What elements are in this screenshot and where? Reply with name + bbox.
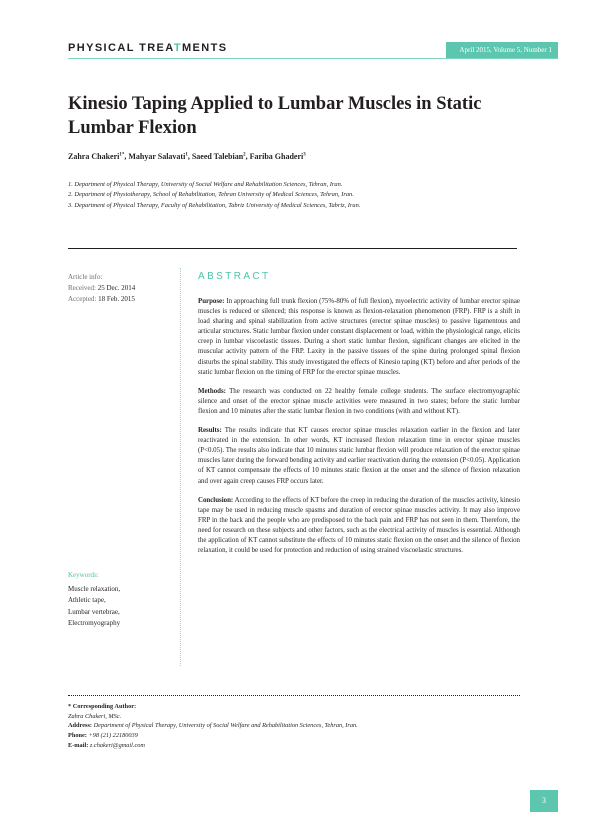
journal-name-part1: PHYSICAL TREA xyxy=(68,42,174,54)
journal-name-part2: MENTS xyxy=(181,42,228,54)
corresponding-heading: * Corresponding Author: xyxy=(68,703,137,710)
affiliation-item: 2. Department of Physiotherapy, School of Rehabilitation, Tehran University of Medical Sciences, Tehran, Iran. xyxy=(68,191,354,199)
keyword-item: Electromyography xyxy=(68,619,121,627)
author-name: Fariba Ghaderi xyxy=(249,152,304,161)
affiliation-item: 3. Department of Physical Therapy, Faculty of Rehabilitation, Tabriz University of Medical Sciences, Tabriz, Iran. xyxy=(68,201,361,209)
article-info-heading: Article info: xyxy=(68,273,103,281)
abstract-section-label: Methods: xyxy=(198,387,226,395)
abstract-results xyxy=(198,426,520,487)
email-value: z.chakeri@gmail.com xyxy=(89,741,145,749)
author-affiliation-mark: 1 xyxy=(185,152,188,158)
journal-header xyxy=(68,42,558,58)
author-name: Zahra Chakeri xyxy=(68,152,120,161)
author-affiliation-mark: 1* xyxy=(119,152,125,158)
received-date: 25 Dec. 2014 xyxy=(97,284,136,292)
abstract-section-label: Conclusion: xyxy=(198,496,234,504)
issue-info-badge: April 2015, Volume 5, Number 1 xyxy=(446,42,559,58)
header-rule xyxy=(68,58,558,59)
accepted-date: 18 Feb. 2015 xyxy=(98,295,135,303)
address-label: Address: xyxy=(68,722,93,730)
keyword-item: Athletic tape, xyxy=(68,596,106,604)
abstract-heading: ABSTRACT xyxy=(198,271,271,282)
keywords xyxy=(68,570,173,630)
abstract-section-label: Purpose: xyxy=(198,298,225,305)
abstract-conclusion xyxy=(198,496,520,557)
journal-name xyxy=(68,42,227,54)
keyword-item: Lumbar vertebrae, xyxy=(68,607,120,616)
page-number: 3 xyxy=(530,790,558,812)
journal-name-highlight: T xyxy=(173,42,182,54)
address-value: Department of Physical Therapy, University of Social Welfare and Rehabilitation Sciences, Tehran, Iran. xyxy=(93,722,358,730)
abstract-body xyxy=(198,297,520,565)
corresponding-name: Zahra Chakeri, MSc. xyxy=(68,712,122,720)
abstract-section-label: Results: xyxy=(198,427,222,435)
phone-label: Phone: xyxy=(68,732,87,740)
author-name: Saeed Talebian xyxy=(191,152,244,161)
abstract-purpose xyxy=(198,297,520,378)
author-affiliation-mark: 2 xyxy=(243,152,246,158)
received-label: Received: xyxy=(68,284,96,292)
abstract-section-text: According to the effects of KT before the creep in reducing the duration of the muscles activity, kinesio tape may be used in reducing muscle spasms and duration of erector spinae muscles activity. It may also improve FRP in the back and the people who are predisposed to the back pain and FRP has not seen in them. Therefore, the need for research on these subjects and other factors, such as the electrical activity of muscles is essential. Although the application of KT cannot substitute the effects of 10 minutes static flexion on the onset and the silence of flexion relaxation, it could be used for protection and reduction of using strained viscoelastic structures. xyxy=(198,496,520,555)
affiliations xyxy=(68,180,548,211)
keywords-heading: Keywords: xyxy=(68,571,99,579)
abstract-methods xyxy=(198,387,520,417)
abstract-section-text: In approaching full trunk flexion (75%-80% of full flexion), myoelectric activity of lumbar erector spinae muscles is reduced or silenced; this response is known as flexion-relaxation phenomenon (FRP). FRP is a shift in load sharing and spinal stabilization from active structures (erector spinae muscles) to passive ligamentous and articular structures. Static lumbar flexion under constant displacement or load, within the physiological range, elicits creep in lumbar viscoelastic tissues. During a short static lumbar flexion, significant changes are elicited in the muscular activity pattern of the FRP. Laxity in the passive tissues of the spine during prolonged spinal flexion disturbs the spinal stability. This study investigated the effects of Kinesio taping (KT) before and after periods of the static lumbar flexion on the timing of FRP for the erector spinae muscles. xyxy=(198,298,520,376)
article-title: Kinesio Taping Applied to Lumbar Muscles in Static Lumbar Flexion xyxy=(68,94,482,138)
column-divider xyxy=(180,268,181,666)
keyword-item: Muscle relaxation, xyxy=(68,584,121,593)
author-affiliation-mark: 3 xyxy=(303,152,306,158)
email-label: E-mail: xyxy=(68,741,89,749)
abstract-section-text: The research was conducted on 22 healthy female college students. The surface electromyographic silence and onset of the erector spinae muscle activities were measured in two states; before the static lumbar flexion and 10 minutes after the static lumbar flexion in two conditions (with and without KT). xyxy=(198,387,520,415)
corresponding-author xyxy=(68,702,538,751)
footnote-divider xyxy=(68,695,520,696)
affiliation-item: 1. Department of Physical Therapy, University of Social Welfare and Rehabilitation Sciences, Tehran, Iran. xyxy=(68,181,343,188)
accepted-label: Accepted: xyxy=(68,295,97,303)
article-info xyxy=(68,272,168,305)
abstract-section-text: The results indicate that KT causes erector spinae muscles relaxation earlier in the flexion and later reactivated in the extension. In other words, KT increased flexion relaxation time in erector spinae muscles (P<0.05). The results also indicate that 10 minutes static lumbar flexion will produce relaxation of the erector spinae muscles later during the forward bending activity and earlier reactivation during the extension (P<0.05). Application of KT cannot compensate the effects of 10 minutes static flexion at the onset and the silence of flexion relaxation and over again creep causes FRP occurs later. xyxy=(198,427,520,485)
section-divider xyxy=(68,248,517,249)
phone-value: +98 (21) 22180039 xyxy=(88,732,138,740)
author-name: Mahyar Salavati xyxy=(128,152,186,161)
author-list: Zahra Chakeri$^{1*}$, Mahyar Salavati$^1$, Saeed Talebian$^2$, Fariba Ghaderi$^3$ xyxy=(68,152,306,161)
